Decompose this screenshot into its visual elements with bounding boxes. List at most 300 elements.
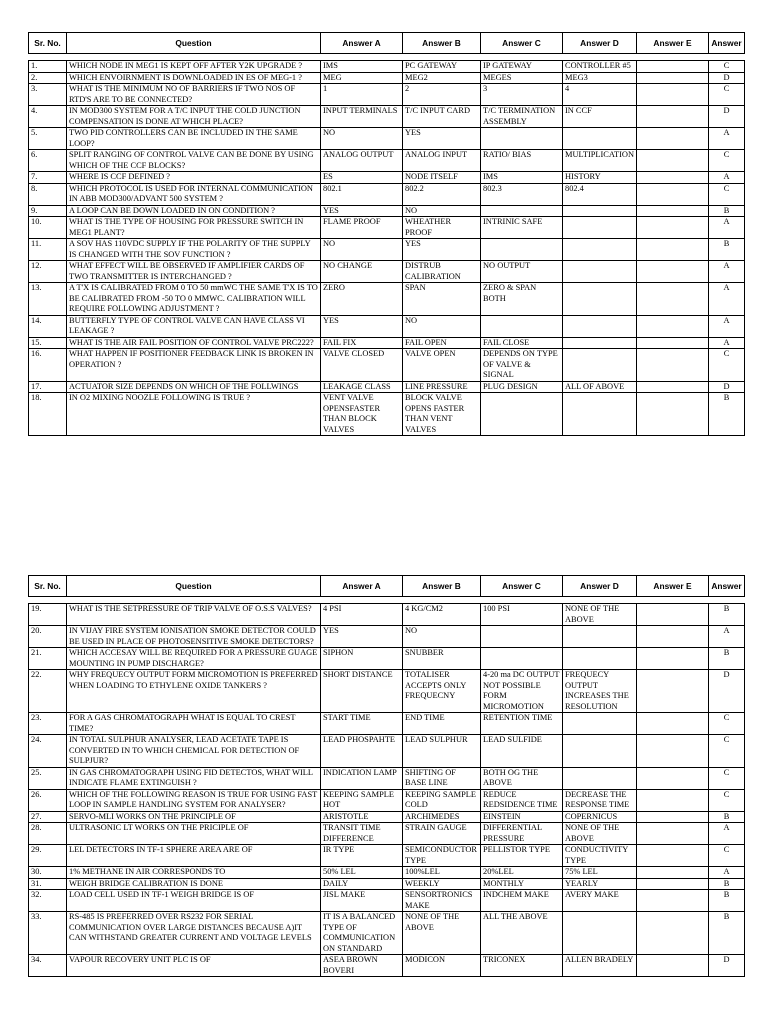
- spacer-row: [29, 597, 745, 604]
- answer-e-cell: [637, 172, 709, 184]
- answer-d-cell: [563, 735, 637, 768]
- answer-a-cell: SHORT DISTANCE: [321, 670, 403, 713]
- correct-answer-cell: B: [709, 912, 745, 955]
- correct-answer-cell: A: [709, 867, 745, 879]
- answer-e-cell: [637, 845, 709, 867]
- sr-no-cell: 19.: [29, 604, 67, 626]
- answer-a-cell: ES: [321, 172, 403, 184]
- question-cell: WEIGH BRIDGE CALIBRATION IS DONE: [67, 878, 321, 890]
- answer-a-cell: INDICATION LAMP: [321, 767, 403, 789]
- table-row: [29, 955, 745, 977]
- header-sr-no: Sr. No.: [29, 576, 67, 597]
- answer-e-cell: [637, 789, 709, 811]
- question-cell: WHAT IS THE MINIMUM NO OF BARRIERS IF TWO NOS OF RTD'S ARE TO BE CONNECTED?: [67, 84, 321, 106]
- answer-e-cell: [637, 205, 709, 217]
- answer-b-cell: 100%LEL: [403, 867, 481, 879]
- header-answer-a: Answer A: [321, 33, 403, 54]
- answer-b-cell: SHIFTING OF BASE LINE: [403, 767, 481, 789]
- header-answer-a: Answer A: [321, 576, 403, 597]
- answer-c-cell: IP GATEWAY: [481, 61, 563, 73]
- answer-e-cell: [637, 713, 709, 735]
- correct-answer-cell: A: [709, 217, 745, 239]
- sr-no-cell: 17.: [29, 381, 67, 393]
- answer-b-cell: MODICON: [403, 955, 481, 977]
- answer-a-cell: TRANSIT TIME DIFFERENCE: [321, 823, 403, 845]
- sr-no-cell: 1.: [29, 61, 67, 73]
- answer-d-cell: [563, 128, 637, 150]
- answer-d-cell: CONDUCTIVITY TYPE: [563, 845, 637, 867]
- header-answer-c: Answer C: [481, 576, 563, 597]
- answer-a-cell: NO: [321, 128, 403, 150]
- answer-b-cell: TOTALISER ACCEPTS ONLY FREQUECNY: [403, 670, 481, 713]
- table-row: [29, 337, 745, 349]
- header-question: Question: [67, 576, 321, 597]
- sr-no-cell: 5.: [29, 128, 67, 150]
- question-cell: A T'X IS CALIBRATED FROM 0 TO 50 mmWC THE SAME T'X IS TO BE CALIBRATED FROM -50 TO 0 MMWC. CALIBRATION WILL REQUIRE FOLLOWING ADJUSTMENT ?: [67, 283, 321, 316]
- answer-a-cell: FLAME PROOF: [321, 217, 403, 239]
- answer-d-cell: 802.4: [563, 183, 637, 205]
- table-header-row: [29, 576, 745, 597]
- answer-a-cell: 50% LEL: [321, 867, 403, 879]
- answer-b-cell: T/C INPUT CARD: [403, 106, 481, 128]
- correct-answer-cell: A: [709, 626, 745, 648]
- answer-e-cell: [637, 84, 709, 106]
- answer-d-cell: [563, 261, 637, 283]
- answer-d-cell: [563, 337, 637, 349]
- answer-d-cell: [563, 239, 637, 261]
- question-cell: WHERE IS CCF DEFINED ?: [67, 172, 321, 184]
- answer-c-cell: INDCHEM MAKE: [481, 890, 563, 912]
- table-row: [29, 393, 745, 436]
- sr-no-cell: 11.: [29, 239, 67, 261]
- sr-no-cell: 9.: [29, 205, 67, 217]
- table-row: [29, 912, 745, 955]
- question-cell: IN GAS CHROMATOGRAPH USING FID DETECTOS, WHAT WILL INDICATE FLAME EXTINGUISH ?: [67, 767, 321, 789]
- table-row: [29, 811, 745, 823]
- table-row: [29, 767, 745, 789]
- answer-d-cell: YEARLY: [563, 878, 637, 890]
- answer-b-cell: ARCHIMEDES: [403, 811, 481, 823]
- sr-no-cell: 2.: [29, 72, 67, 84]
- correct-answer-cell: A: [709, 315, 745, 337]
- sr-no-cell: 31.: [29, 878, 67, 890]
- answer-c-cell: 20%LEL: [481, 867, 563, 879]
- question-cell: A LOOP CAN BE DOWN LOADED IN ON CONDITION ?: [67, 205, 321, 217]
- answer-c-cell: LEAD SULFIDE: [481, 735, 563, 768]
- question-cell: WHAT IS THE TYPE OF HOUSING FOR PRESSURE SWITCH IN MEG1 PLANT?: [67, 217, 321, 239]
- answer-b-cell: NO: [403, 205, 481, 217]
- sr-no-cell: 16.: [29, 349, 67, 382]
- answer-b-cell: LEAD SULPHUR: [403, 735, 481, 768]
- table-row: [29, 239, 745, 261]
- answer-b-cell: FAIL OPEN: [403, 337, 481, 349]
- answer-b-cell: END TIME: [403, 713, 481, 735]
- table-row: [29, 315, 745, 337]
- correct-answer-cell: B: [709, 648, 745, 670]
- correct-answer-cell: B: [709, 205, 745, 217]
- sr-no-cell: 29.: [29, 845, 67, 867]
- answer-b-cell: KEEPING SAMPLE COLD: [403, 789, 481, 811]
- answer-c-cell: IMS: [481, 172, 563, 184]
- answer-c-cell: PELLISTOR TYPE: [481, 845, 563, 867]
- answer-a-cell: NO: [321, 239, 403, 261]
- header-answer-d: Answer D: [563, 33, 637, 54]
- answer-d-cell: [563, 217, 637, 239]
- correct-answer-cell: A: [709, 128, 745, 150]
- answer-a-cell: VENT VALVE OPENSFASTER THAN BLOCK VALVES: [321, 393, 403, 436]
- answer-d-cell: NONE OF THE ABOVE: [563, 823, 637, 845]
- correct-answer-cell: B: [709, 878, 745, 890]
- answer-c-cell: [481, 205, 563, 217]
- question-cell: WHAT EFFECT WILL BE OBSERVED IF AMPLIFIER CARDS OF TWO TRANSMITTER IS INTERCHANGED ?: [67, 261, 321, 283]
- answer-c-cell: T/C TERMINATION ASSEMBLY: [481, 106, 563, 128]
- question-cell: RS-485 IS PREFERRED OVER RS232 FOR SERIAL COMMUNICATION OVER LARGE DISTANCES BECAUSE A)IT CAN WITHSTAND GREATER CURRENT AND VOLTAGE LEVELS: [67, 912, 321, 955]
- answer-c-cell: EINSTEIN: [481, 811, 563, 823]
- answer-c-cell: BOTH OG THE ABOVE: [481, 767, 563, 789]
- question-cell: WHAT IS THE AIR FAIL POSITION OF CONTROL VALVE PRC222?: [67, 337, 321, 349]
- answer-a-cell: JISL MAKE: [321, 890, 403, 912]
- table-row: [29, 150, 745, 172]
- answer-e-cell: [637, 648, 709, 670]
- sr-no-cell: 30.: [29, 867, 67, 879]
- correct-answer-cell: D: [709, 381, 745, 393]
- table-row: [29, 381, 745, 393]
- answer-a-cell: ZERO: [321, 283, 403, 316]
- sr-no-cell: 33.: [29, 912, 67, 955]
- answer-b-cell: SENSORTRONICS MAKE: [403, 890, 481, 912]
- answer-e-cell: [637, 150, 709, 172]
- answer-e-cell: [637, 867, 709, 879]
- question-rows: [29, 54, 745, 436]
- sr-no-cell: 14.: [29, 315, 67, 337]
- answer-a-cell: IR TYPE: [321, 845, 403, 867]
- answer-c-cell: [481, 315, 563, 337]
- answer-a-cell: MEG: [321, 72, 403, 84]
- sr-no-cell: 3.: [29, 84, 67, 106]
- answer-d-cell: ALL OF ABOVE: [563, 381, 637, 393]
- answer-c-cell: [481, 648, 563, 670]
- answer-c-cell: MONTHLY: [481, 878, 563, 890]
- correct-answer-cell: D: [709, 670, 745, 713]
- table-row: [29, 626, 745, 648]
- correct-answer-cell: C: [709, 61, 745, 73]
- correct-answer-cell: C: [709, 349, 745, 382]
- question-cell: VAPOUR RECOVERY UNIT PLC IS OF: [67, 955, 321, 977]
- answer-d-cell: [563, 393, 637, 436]
- answer-e-cell: [637, 349, 709, 382]
- sr-no-cell: 25.: [29, 767, 67, 789]
- answer-a-cell: 4 PSI: [321, 604, 403, 626]
- answer-e-cell: [637, 72, 709, 84]
- answer-a-cell: NO CHANGE: [321, 261, 403, 283]
- answer-e-cell: [637, 217, 709, 239]
- answer-b-cell: YES: [403, 239, 481, 261]
- question-cell: WHICH ACCESAY WILL BE REQUIRED FOR A PRESSURE GUAGE MOUNTING IN PUMP DISCHARGE?: [67, 648, 321, 670]
- answer-d-cell: 75% LEL: [563, 867, 637, 879]
- question-cell: WHICH OF THE FOLLOWING REASON IS TRUE FOR USING FAST LOOP IN SAMPLE HANDLING SYSTEM FOR ANALYSER?: [67, 789, 321, 811]
- answer-a-cell: 802.1: [321, 183, 403, 205]
- correct-answer-cell: B: [709, 811, 745, 823]
- correct-answer-cell: D: [709, 106, 745, 128]
- answer-e-cell: [637, 811, 709, 823]
- correct-answer-cell: C: [709, 183, 745, 205]
- answer-a-cell: START TIME: [321, 713, 403, 735]
- question-cell: WHICH PROTOCOL IS USED FOR INTERNAL COMMUNICATION IN ABB MOD300/ADVANT 500 SYSTEM ?: [67, 183, 321, 205]
- table-row: [29, 845, 745, 867]
- sr-no-cell: 34.: [29, 955, 67, 977]
- sr-no-cell: 18.: [29, 393, 67, 436]
- header-answer-e: Answer E: [637, 576, 709, 597]
- answer-c-cell: [481, 626, 563, 648]
- answer-a-cell: FAIL FIX: [321, 337, 403, 349]
- answer-a-cell: INPUT TERMINALS: [321, 106, 403, 128]
- answer-c-cell: PLUG DESIGN: [481, 381, 563, 393]
- question-cell: LOAD CELL USED IN TF-1 WEIGH BRIDGE IS OF: [67, 890, 321, 912]
- answer-a-cell: YES: [321, 315, 403, 337]
- answer-c-cell: TRICONEX: [481, 955, 563, 977]
- answer-a-cell: ARISTOTLE: [321, 811, 403, 823]
- answer-d-cell: [563, 205, 637, 217]
- question-rows: [29, 597, 745, 977]
- correct-answer-cell: A: [709, 172, 745, 184]
- answer-a-cell: ASEA BROWN BOVERI: [321, 955, 403, 977]
- question-table-1: [28, 32, 745, 436]
- question-cell: 1% METHANE IN AIR CORRESPONDS TO: [67, 867, 321, 879]
- answer-b-cell: LINE PRESSURE: [403, 381, 481, 393]
- correct-answer-cell: A: [709, 823, 745, 845]
- answer-a-cell: LEAKAGE CLASS: [321, 381, 403, 393]
- answer-b-cell: VALVE OPEN: [403, 349, 481, 382]
- table-row: [29, 217, 745, 239]
- answer-a-cell: YES: [321, 626, 403, 648]
- answer-c-cell: 4-20 ma DC OUTPUT NOT POSSIBLE FORM MICROMOTION: [481, 670, 563, 713]
- correct-answer-cell: C: [709, 84, 745, 106]
- question-cell: WHICH ENVOIRNMENT IS DOWNLOADED IN ES OF MEG-1 ?: [67, 72, 321, 84]
- answer-d-cell: [563, 349, 637, 382]
- table-row: [29, 604, 745, 626]
- question-cell: ACTUATOR SIZE DEPENDS ON WHICH OF THE FOLLWINGS: [67, 381, 321, 393]
- answer-a-cell: YES: [321, 205, 403, 217]
- sr-no-cell: 24.: [29, 735, 67, 768]
- answer-d-cell: COPERNICUS: [563, 811, 637, 823]
- table-row: [29, 867, 745, 879]
- table-row: [29, 261, 745, 283]
- correct-answer-cell: B: [709, 890, 745, 912]
- sr-no-cell: 23.: [29, 713, 67, 735]
- answer-b-cell: DISTRUB CALIBRATION: [403, 261, 481, 283]
- header-answer: Answer: [709, 576, 745, 597]
- table-row: [29, 183, 745, 205]
- answer-e-cell: [637, 670, 709, 713]
- table-row: [29, 106, 745, 128]
- table-row: [29, 789, 745, 811]
- header-answer-b: Answer B: [403, 33, 481, 54]
- answer-d-cell: CONTROLLER #5: [563, 61, 637, 73]
- answer-d-cell: HISTORY: [563, 172, 637, 184]
- table-row: [29, 735, 745, 768]
- answer-e-cell: [637, 61, 709, 73]
- table-row: [29, 670, 745, 713]
- answer-b-cell: NO: [403, 315, 481, 337]
- sr-no-cell: 20.: [29, 626, 67, 648]
- answer-e-cell: [637, 767, 709, 789]
- correct-answer-cell: B: [709, 604, 745, 626]
- answer-a-cell: DAILY: [321, 878, 403, 890]
- answer-a-cell: ANALOG OUTPUT: [321, 150, 403, 172]
- correct-answer-cell: C: [709, 713, 745, 735]
- answer-d-cell: [563, 626, 637, 648]
- answer-e-cell: [637, 735, 709, 768]
- answer-a-cell: IMS: [321, 61, 403, 73]
- answer-a-cell: LEAD PHOSPAHTE: [321, 735, 403, 768]
- question-cell: SERVO-MLI WORKS ON THE PRINCIPLE OF: [67, 811, 321, 823]
- question-table-2: [28, 575, 745, 977]
- question-cell: IN MOD300 SYSTEM FOR A T/C INPUT THE COLD JUNCTION COMPENSATION IS DONE AT WHICH PLACE?: [67, 106, 321, 128]
- answer-d-cell: MULTIPLICATION: [563, 150, 637, 172]
- correct-answer-cell: C: [709, 845, 745, 867]
- correct-answer-cell: C: [709, 767, 745, 789]
- answer-b-cell: SNUBBER: [403, 648, 481, 670]
- correct-answer-cell: A: [709, 337, 745, 349]
- correct-answer-cell: B: [709, 393, 745, 436]
- sr-no-cell: 12.: [29, 261, 67, 283]
- sr-no-cell: 4.: [29, 106, 67, 128]
- sr-no-cell: 13.: [29, 283, 67, 316]
- answer-e-cell: [637, 183, 709, 205]
- answer-a-cell: SIPHON: [321, 648, 403, 670]
- answer-b-cell: STRAIN GAUGE: [403, 823, 481, 845]
- answer-e-cell: [637, 106, 709, 128]
- answer-e-cell: [637, 315, 709, 337]
- answer-a-cell: KEEPING SAMPLE HOT: [321, 789, 403, 811]
- answer-c-cell: [481, 393, 563, 436]
- answer-c-cell: INTRINIC SAFE: [481, 217, 563, 239]
- answer-c-cell: RATIO/ BIAS: [481, 150, 563, 172]
- answer-d-cell: [563, 283, 637, 316]
- table-row: [29, 878, 745, 890]
- answer-c-cell: NO OUTPUT: [481, 261, 563, 283]
- answer-d-cell: DECREASE THE RESPONSE TIME: [563, 789, 637, 811]
- table-row: [29, 890, 745, 912]
- sr-no-cell: 27.: [29, 811, 67, 823]
- sr-no-cell: 21.: [29, 648, 67, 670]
- header-answer-e: Answer E: [637, 33, 709, 54]
- question-cell: TWO PID CONTROLLERS CAN BE INCLUDED IN THE SAME LOOP?: [67, 128, 321, 150]
- answer-e-cell: [637, 283, 709, 316]
- table-row: [29, 128, 745, 150]
- question-cell: IN TOTAL SULPHUR ANALYSER, LEAD ACETATE TAPE IS CONVERTED IN TO WHICH CHEMICAL FOR DETECTION OF SULPJUR?: [67, 735, 321, 768]
- question-cell: LEL DETECTORS IN TF-1 SPHERE AREA ARE OF: [67, 845, 321, 867]
- answer-d-cell: [563, 912, 637, 955]
- answer-c-cell: ZERO & SPAN BOTH: [481, 283, 563, 316]
- answer-c-cell: 3: [481, 84, 563, 106]
- question-cell: WHAT HAPPEN IF POSITIONER FEEDBACK LINK IS BROKEN IN OPERATION ?: [67, 349, 321, 382]
- answer-b-cell: PC GATEWAY: [403, 61, 481, 73]
- answer-e-cell: [637, 890, 709, 912]
- question-cell: WHICH NODE IN MEG1 IS KEPT OFF AFTER Y2K UPGRADE ?: [67, 61, 321, 73]
- answer-e-cell: [637, 239, 709, 261]
- table-row: [29, 84, 745, 106]
- answer-c-cell: [481, 239, 563, 261]
- table-row: [29, 72, 745, 84]
- answer-d-cell: NONE OF THE ABOVE: [563, 604, 637, 626]
- question-cell: IN O2 MIXING NOOZLE FOLLOWING IS TRUE ?: [67, 393, 321, 436]
- answer-b-cell: NONE OF THE ABOVE: [403, 912, 481, 955]
- answer-b-cell: 4 KG/CM2: [403, 604, 481, 626]
- answer-d-cell: FREQUECY OUTPUT INCREASES THE RESOLUTION: [563, 670, 637, 713]
- answer-c-cell: 100 PSI: [481, 604, 563, 626]
- answer-e-cell: [637, 381, 709, 393]
- question-cell: FOR A GAS CHROMATOGRAPH WHAT IS EQUAL TO CREST TIME?: [67, 713, 321, 735]
- answer-b-cell: BLOCK VALVE OPENS FASTER THAN VENT VALVES: [403, 393, 481, 436]
- answer-a-cell: 1: [321, 84, 403, 106]
- answer-d-cell: 4: [563, 84, 637, 106]
- answer-d-cell: AVERY MAKE: [563, 890, 637, 912]
- answer-b-cell: ANALOG INPUT: [403, 150, 481, 172]
- header-sr-no: Sr. No.: [29, 33, 67, 54]
- answer-e-cell: [637, 878, 709, 890]
- sr-no-cell: 32.: [29, 890, 67, 912]
- answer-e-cell: [637, 128, 709, 150]
- sr-no-cell: 10.: [29, 217, 67, 239]
- answer-b-cell: SEMICONDUCTOR TYPE: [403, 845, 481, 867]
- table-row: [29, 648, 745, 670]
- correct-answer-cell: D: [709, 72, 745, 84]
- sr-no-cell: 6.: [29, 150, 67, 172]
- answer-d-cell: IN CCF: [563, 106, 637, 128]
- correct-answer-cell: C: [709, 735, 745, 768]
- sr-no-cell: 26.: [29, 789, 67, 811]
- answer-c-cell: REDUCE REDSIDENCE TIME: [481, 789, 563, 811]
- answer-e-cell: [637, 626, 709, 648]
- answer-b-cell: SPAN: [403, 283, 481, 316]
- answer-e-cell: [637, 604, 709, 626]
- answer-c-cell: ALL THE ABOVE: [481, 912, 563, 955]
- answer-e-cell: [637, 337, 709, 349]
- answer-d-cell: [563, 648, 637, 670]
- answer-b-cell: NO: [403, 626, 481, 648]
- correct-answer-cell: D: [709, 955, 745, 977]
- correct-answer-cell: C: [709, 150, 745, 172]
- answer-d-cell: [563, 713, 637, 735]
- table-row: [29, 61, 745, 73]
- spacer-row: [29, 54, 745, 61]
- answer-b-cell: MEG2: [403, 72, 481, 84]
- answer-e-cell: [637, 823, 709, 845]
- correct-answer-cell: A: [709, 261, 745, 283]
- answer-b-cell: WHEATHER PROOF: [403, 217, 481, 239]
- table-row: [29, 205, 745, 217]
- header-question: Question: [67, 33, 321, 54]
- answer-d-cell: [563, 315, 637, 337]
- correct-answer-cell: C: [709, 789, 745, 811]
- table-row: [29, 172, 745, 184]
- table-row: [29, 283, 745, 316]
- answer-c-cell: DIFFERENTIAL PRESSURE: [481, 823, 563, 845]
- answer-c-cell: [481, 128, 563, 150]
- answer-d-cell: [563, 767, 637, 789]
- question-cell: IN VIJAY FIRE SYSTEM IONISATION SMOKE DETECTOR COULD BE USED IN PLACE OF PHOTOSENSITIVE SMOKE DETECTORS?: [67, 626, 321, 648]
- answer-e-cell: [637, 393, 709, 436]
- answer-e-cell: [637, 955, 709, 977]
- question-cell: WHY FREQUECY OUTPUT FORM MICROMOTION IS PREFERRED WHEN LOADING TO ETHYLENE OXIDE TANKERS ?: [67, 670, 321, 713]
- answer-d-cell: MEG3: [563, 72, 637, 84]
- header-answer-c: Answer C: [481, 33, 563, 54]
- question-cell: ULTRASONIC LT WORKS ON THE PRICIPLE OF: [67, 823, 321, 845]
- answer-c-cell: MEGES: [481, 72, 563, 84]
- question-cell: SPLIT RANGING OF CONTROL VALVE CAN BE DONE BY USING WHICH OF THE CCF BLOCKS?: [67, 150, 321, 172]
- answer-e-cell: [637, 912, 709, 955]
